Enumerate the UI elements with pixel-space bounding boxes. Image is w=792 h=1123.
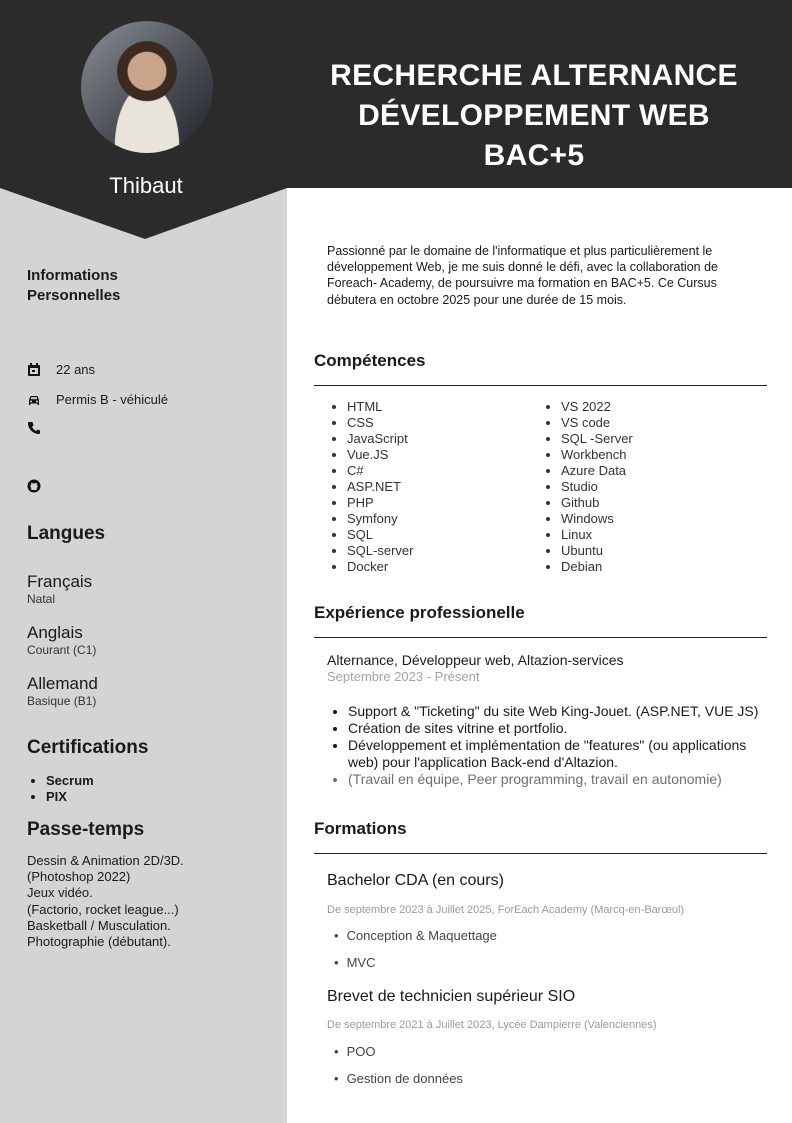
job-title: Alternance, Développeur web, Altazion-services <box>327 652 624 668</box>
headline-line-2: DÉVELOPPEMENT WEB <box>358 99 710 132</box>
skill-item: • Windows <box>561 511 633 527</box>
certifications-heading: Certifications <box>27 737 149 758</box>
phone-icon <box>27 421 41 435</box>
hobby-line: Photographie (débutant). <box>27 934 171 950</box>
education-point: • MVC <box>334 955 375 970</box>
education-meta: De septembre 2023 à Juillet 2025, ForEach Academy (Marcq-en-Barœul) <box>327 904 685 916</box>
hobbies-text <box>27 853 184 950</box>
language-name: Français <box>27 572 93 591</box>
job-task: • Création de sites vitrine et portfolio. <box>348 720 778 737</box>
hobby-line: Jeux vidéo. <box>27 885 93 901</box>
age-row <box>27 362 95 377</box>
age-value: 22 ans <box>56 362 96 377</box>
job-date: Septembre 2023 - Présent <box>327 669 480 684</box>
skill-item: • Workbench <box>561 447 633 463</box>
license-value: Permis B - véhiculé <box>56 392 168 407</box>
car-icon <box>27 393 41 407</box>
skill-item: • Vue.JS <box>347 447 413 463</box>
calendar-icon <box>27 363 41 377</box>
headline <box>292 56 776 176</box>
skill-item: • CSS <box>347 415 413 431</box>
profile-photo <box>81 21 213 153</box>
job-task: • Développement et implémentation de "features" (ou applications web) pour l'application Back-end d'Altazion. <box>348 737 778 771</box>
language-level: Natal <box>27 592 56 606</box>
skill-item: • Studio <box>561 479 633 495</box>
skill-item: • Docker <box>347 559 413 575</box>
skill-item: • ASP.NET <box>347 479 413 495</box>
education-meta: De septembre 2021 à Juillet 2023, Lycée Dampierre (Valenciennes) <box>327 1019 657 1031</box>
headline-line-3: BAC+5 <box>483 139 585 172</box>
skill-item: • VS 2022 <box>561 399 633 415</box>
education-point: • Gestion de données <box>334 1071 463 1086</box>
skill-item: • HTML <box>347 399 413 415</box>
language-level: Basique (B1) <box>27 694 97 708</box>
skill-item: • Symfony <box>347 511 413 527</box>
skill-item: • JavaScript <box>347 431 413 447</box>
section-divider <box>314 853 767 854</box>
personal-info-heading-line-2: Personnelles <box>27 287 121 304</box>
language-level: Courant (C1) <box>27 643 97 657</box>
skill-item: • C# <box>347 463 413 479</box>
skill-item: • Debian <box>561 559 633 575</box>
job-task: • (Travail en équipe, Peer programming, travail en autonomie) <box>348 771 778 788</box>
education-title: Brevet de technicien supérieur SIO <box>327 988 576 1005</box>
job-task: • Support & "Ticketing" du site Web King-Jouet. (ASP.NET, VUE JS) <box>348 703 778 720</box>
experience-heading: Expérience professionelle <box>314 603 525 622</box>
skill-item: • VS code <box>561 415 633 431</box>
intro-paragraph: Passionné par le domaine de l'informatique et plus particulièrement le développement Web, je me suis donné le défi, avec la collaboration de Foreach- Academy, de poursuivre ma formation en BAC+5. Ce Cursus débutera en octobre 2025 pour une durée de 15 mois. <box>327 244 718 307</box>
education-point: • POO <box>334 1044 375 1059</box>
github-icon[interactable] <box>27 479 41 493</box>
skill-item: • Azure Data <box>561 463 633 479</box>
candidate-name: Thibaut <box>109 173 183 198</box>
hobby-line: Dessin & Animation 2D/3D. <box>27 853 184 868</box>
skills-list-tools <box>548 399 633 575</box>
certification-item: • PIX <box>46 789 94 805</box>
education-point: • Conception & Maquettage <box>334 928 497 943</box>
github-row <box>27 479 56 493</box>
skill-item: • Github <box>561 495 633 511</box>
certifications-list <box>30 773 94 805</box>
personal-info-heading <box>27 266 120 306</box>
hobby-line: (Photoshop 2022) <box>27 869 131 885</box>
skills-list-languages <box>334 399 413 575</box>
languages-heading: Langues <box>27 523 106 544</box>
personal-info-heading-line-1: Informations <box>27 267 118 284</box>
license-row <box>27 392 168 407</box>
hobbies-heading: Passe-temps <box>27 819 145 840</box>
hobby-line: Basketball / Musculation. <box>27 917 171 933</box>
section-divider <box>314 385 767 386</box>
headline-line-1: RECHERCHE ALTERNANCE <box>330 59 738 92</box>
skill-item: • SQL <box>347 527 413 543</box>
education-title: Bachelor CDA (en cours) <box>327 872 504 889</box>
skill-item: • PHP <box>347 495 413 511</box>
certification-item: • Secrum <box>46 773 94 789</box>
phone-row <box>27 421 56 435</box>
skill-item: • Linux <box>561 527 633 543</box>
skill-item: • SQL -Server <box>561 431 633 447</box>
language-name: Anglais <box>27 623 83 642</box>
education-heading: Formations <box>314 819 407 838</box>
language-name: Allemand <box>27 674 98 693</box>
skill-item: • SQL-server <box>347 543 413 559</box>
skill-item: • Ubuntu <box>561 543 633 559</box>
section-divider <box>314 637 767 638</box>
skills-heading: Compétences <box>314 351 426 370</box>
hobby-line: (Factorio, rocket league...) <box>27 901 179 917</box>
job-tasks <box>330 703 778 788</box>
